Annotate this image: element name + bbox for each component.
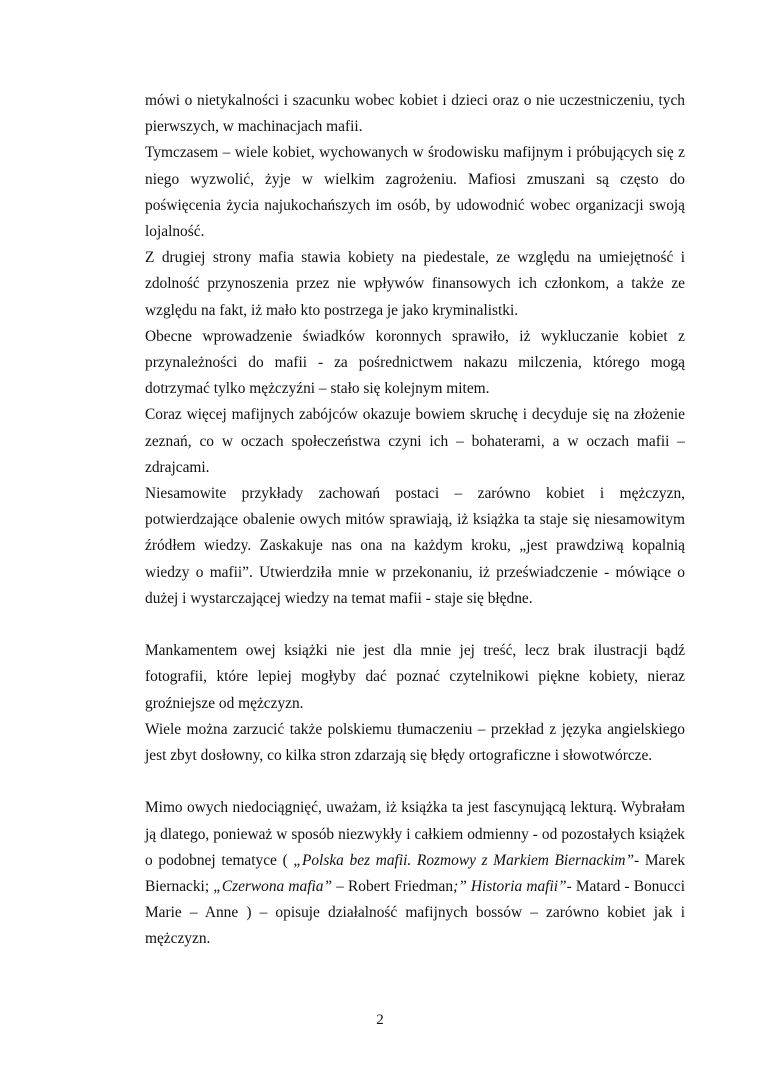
book-title-czerwona-mafia: „Czerwona mafia” [213, 878, 333, 896]
conclusion-text: - Marek Biernacki; [145, 851, 686, 896]
book-title-polska-bez-mafii: „Polska bez mafii. Rozmowy z Markiem Biernackim” [293, 851, 635, 869]
paragraph-pedestal: Z drugiej strony mafia stawia kobiety na piedestale, ze względu na umiejętność i zdolność przynoszenia przez nie wpływów finansowych ich członkom, a także ze względu na fakt, iż mało kto postrzega je jako kryminalistki. [145, 249, 685, 319]
paragraph-gap [145, 612, 685, 638]
paragraph-repentance: Coraz więcej mafijnych zabójców okazuje bowiem skruchę i decyduje się na złożenie zeznań, co w oczach społeczeństwa czyni ich – bohaterami, a w oczach mafii – zdrajcami. [145, 406, 685, 476]
paragraph-gap [145, 769, 685, 795]
book-title-historia-mafii: ;” Historia mafii” [453, 878, 567, 896]
paragraph-witnesses: Obecne wprowadzenie świadków koronnych sprawiło, iż wykluczanie kobiet z przynależności do mafii - za pośrednictwem nakazu milczenia, którego mogą dotrzymać tylko mężczyźni – stało się kolejnym mitem. [145, 327, 685, 398]
conclusion-text: – Robert Friedman [332, 878, 454, 896]
paragraph-conclusion [145, 795, 685, 952]
paragraph-continuation: mówi o nietykalności i szacunku wobec kobiet i dzieci oraz o nie uczestniczeniu, tych pierwszych, w machinacjach mafii. [145, 92, 685, 136]
paragraph-translation: Wiele można zarzucić także polskiemu tłumaczeniu – przekład z języka angielskiego jest zbyt dosłowny, co kilka stron zdarzają się błędy ortograficzne i słowotwórcze. [145, 720, 685, 765]
paragraph-examples: Niesamowite przykłady zachowań postaci – zarówno kobiet i mężczyzn, potwierdzające obalenie owych mitów sprawiają, iż książka ta staje się niesamowitym źródłem wiedzy. Zaskakuje nas ona na każdym kroku, „jest prawdziwą kopalnią wiedzy o mafii”. Utwierdziła mnie w przekonaniu, iż przeświadczenie - mówiące o dużej i wystarczającej wiedzy na temat mafii - staje się błędne. [145, 485, 685, 607]
paragraph-dangers: Tymczasem – wiele kobiet, wychowanych w środowisku mafijnym i próbujących się z niego wyzwolić, żyje w wielkim zagrożeniu. Mafiosi zmuszani są często do poświęcenia życia najukochańszych im osób, by udowodnić wobec organizacji swoją lojalność. [145, 144, 685, 241]
conclusion-text: - Matard - Bonucci Marie – Anne ) – opisuje działalność mafijnych bossów – zarówno kobiet jak i mężczyzn. [145, 878, 686, 948]
conclusion-text: Mimo owych niedociągnięć, uważam, iż książka ta jest fascynującą lekturą. Wybrałam ją dlatego, ponieważ w sposób niezwykły i całkiem odmienny - od pozostałych książek o podobnej tematyce ( [145, 799, 685, 869]
body-text [145, 88, 685, 953]
page-number: 2 [376, 1012, 384, 1028]
paragraph-shortcomings: Mankamentem owej książki nie jest dla mnie jej treść, lecz brak ilustracji bądź fotografii, które lepiej mogłyby dać poznać czytelnikowi piękne kobiety, nieraz groźniejsze od mężczyzn. [145, 642, 685, 712]
